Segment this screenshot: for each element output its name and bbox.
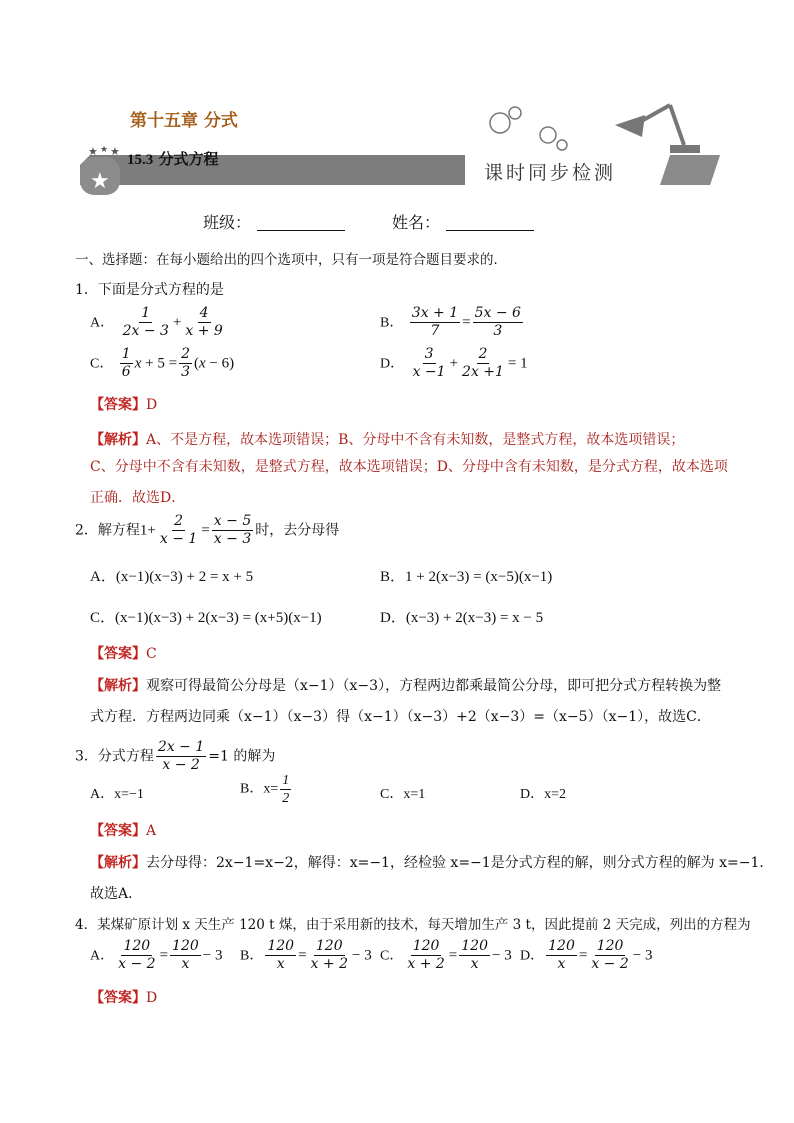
q3-answer-value: A <box>146 823 157 839</box>
q3-option-a: A．x=−1 <box>90 787 144 802</box>
fraction: $\frac{120}{x + 2}$ <box>407 938 445 972</box>
name-label: 姓名： <box>392 213 441 232</box>
q1-option-d: D． $\frac{3}{x -1}$ + $\frac{2}{2x +1}$ = 1 <box>380 346 528 380</box>
bubble-icon <box>509 107 521 119</box>
q4-c-label: C． <box>380 948 404 964</box>
fraction: $\frac{1}{6}$ <box>121 346 131 380</box>
q3-option-b <box>240 772 293 807</box>
q4-answer-value: D <box>146 990 158 1006</box>
q4-option-c: C． $\frac{120}{x + 2}$ = $\frac{120}{x}$ − 3 <box>380 938 512 972</box>
q1-d-label: D． <box>380 356 405 372</box>
fraction: $\frac{x - 5}{x - 3}$ <box>213 513 252 547</box>
fraction: $\frac{5x - 6}{3}$ <box>474 305 521 339</box>
small-star-icon-2: ★ <box>100 145 109 155</box>
q2-stem-post: 时，去分母得 <box>255 522 340 539</box>
q4-a-label: A． <box>90 948 115 964</box>
brand-label: 课时同步检测 <box>484 162 617 184</box>
q1-analysis <box>90 425 684 456</box>
q2-option-b: B．1 + 2(x−3) = (x−5)(x−1) <box>380 569 553 585</box>
fraction: $\frac{120}{x - 2}$ <box>591 938 629 972</box>
fraction: $\frac{2}{2x +1}$ <box>462 346 504 380</box>
q1-option-b: B． $\frac{3x + 1}{7}$ = $\frac{5x - 6}{3}$ <box>380 305 521 339</box>
q4-b-label: B． <box>240 948 264 964</box>
q4-d-label: D． <box>520 948 545 964</box>
q2-analysis <box>90 675 721 695</box>
section-number: 15.3 <box>127 152 154 168</box>
fraction: $\frac{2x - 1}{x - 2}$ <box>157 739 205 773</box>
fraction: $\frac{4}{x + 9}$ <box>185 305 223 339</box>
section-name: 分式方程 <box>158 150 219 168</box>
q2-stem-pre: 2．解方程 <box>75 522 140 539</box>
small-star-icon-3: ★ <box>110 145 120 158</box>
q2-option-a: A．(x−1)(x−3) + 2 = x + 5 <box>90 569 254 585</box>
q2-stem: 2．解方程1+ $\frac{2}{x - 1}$ = $\frac{x - 5}{x - 3}$ 时，去分母得 <box>75 513 340 547</box>
fraction: $\frac{3x + 1}{7}$ <box>411 305 459 339</box>
section-title <box>127 148 219 169</box>
fraction: $\frac{2}{3}$ <box>181 346 190 380</box>
bubble-icon <box>490 113 510 133</box>
fraction: $\frac{120}{x}$ <box>461 938 488 972</box>
fraction: $\frac{2}{x - 1}$ <box>159 513 198 547</box>
q3-stem-post: =1 的解为 <box>208 748 276 765</box>
q4-option-b: B． $\frac{120}{x}$ = $\frac{120}{x + 2}$ − 3 <box>240 938 372 972</box>
class-label: 班级： <box>203 213 252 232</box>
q4-option-a: A． $\frac{120}{x - 2}$ = $\frac{120}{x}$ − 3 <box>90 938 223 972</box>
q2-analysis-line-2: 式方程．方程两边同乘（x−1）（x−3）得（x−1）（x−3）+2（x−3）=（x−5）（x−1），故选C． <box>90 709 711 725</box>
analysis-label: 【解析】 <box>90 855 146 871</box>
q1-b-label: B． <box>380 315 404 331</box>
q3-option-c: C．x=1 <box>380 787 426 802</box>
q3-b-label: B．x= <box>240 781 279 797</box>
q1-answer <box>90 394 157 414</box>
q2-option-c: C．(x−1)(x−3) + 2(x−3) = (x+5)(x−1) <box>90 610 322 626</box>
fraction: $\frac{120}{x}$ <box>172 938 199 972</box>
fraction: $\frac{1}{2x - 3}$ <box>122 305 169 339</box>
q1-stem: 1．下面是分式方程的是 <box>75 282 224 298</box>
q1-a-label: A． <box>90 315 115 331</box>
class-blank <box>257 230 345 231</box>
q2-analysis-line: 观察可得最简公分母是（x−1）（x−3），方程两边都乘最简公分母，即可把分式方程转换为整 <box>146 678 722 694</box>
small-star-icon: ★ <box>88 145 98 158</box>
q1-analysis-line-2: C、分母中不含有未知数，是整式方程，故本选项错误；D、分母中含有未知数，是分式方程，故本选项 <box>90 459 728 475</box>
q4-answer <box>90 987 157 1007</box>
analysis-label: 【解析】 <box>90 432 146 448</box>
q3-stem <box>75 739 275 774</box>
chapter-title: 第十五章 分式 <box>130 111 238 131</box>
fraction: $\frac{1}{2}$ <box>282 773 290 806</box>
fraction: $\frac{120}{x + 2}$ <box>310 938 348 972</box>
q1-option-a: A． $\frac{1}{2x - 3}$ + $\frac{4}{x + 9}$ <box>90 305 223 339</box>
answer-label: 【答案】 <box>90 990 146 1006</box>
bubble-icon <box>557 140 567 150</box>
q3-option-d: D．x=2 <box>520 787 567 802</box>
q1-analysis-line-3: 正确．故选D． <box>90 490 186 506</box>
q2-answer-value: C <box>146 646 157 662</box>
q2-option-d: D．(x−3) + 2(x−3) = x − 5 <box>380 610 544 626</box>
class-field <box>203 210 345 233</box>
q1-analysis-line: A、不是方程，故本选项错误；B、分母中不含有未知数，是整式方程，故本选项错误； <box>146 432 685 448</box>
q3-analysis-line-2: 故选A． <box>90 886 143 902</box>
q3-analysis <box>90 852 773 872</box>
q1-c-label: C． <box>90 356 114 372</box>
q4-option-d: D． $\frac{120}{x}$ = $\frac{120}{x - 2}$ − 3 <box>520 938 653 972</box>
fraction: $\frac{3}{x -1}$ <box>412 346 446 380</box>
fraction: $\frac{120}{x - 2}$ <box>118 938 156 972</box>
answer-label: 【答案】 <box>90 397 146 413</box>
q3-stem-pre: 3．分式方程 <box>75 748 154 765</box>
q3-answer <box>90 820 156 840</box>
q4-stem: 4．某煤矿原计划 x 天生产 120 t 煤，由于采用新的技术，每天增加生产 3 t，因此提前 2 天完成，列出的方程为 <box>75 917 751 933</box>
answer-label: 【答案】 <box>90 823 146 839</box>
q1-answer-value: D <box>146 397 158 413</box>
q3-analysis-line: 去分母得：2x−1=x−2，解得：x=−1，经检验 x=−1是分式方程的解，则分式方程的解为 x=−1． <box>146 855 774 871</box>
name-field <box>392 210 534 233</box>
q1-option-c: C． $\frac{1}{6}$ x + 5 = $\frac{2}{3}$ (x − 6) <box>90 346 235 380</box>
fraction: $\frac{120}{x}$ <box>267 938 295 972</box>
bubble-icon <box>540 127 556 143</box>
instructions: 一、选择题：在每小题给出的四个选项中，只有一项是符合题目要求的． <box>75 252 507 268</box>
desk-lamp-icon <box>615 105 700 153</box>
star-icon: ★ <box>90 169 110 194</box>
name-blank <box>446 230 534 231</box>
answer-label: 【答案】 <box>90 646 146 662</box>
fraction: $\frac{120}{x}$ <box>548 938 575 972</box>
analysis-label: 【解析】 <box>90 678 146 694</box>
q2-answer <box>90 643 157 663</box>
